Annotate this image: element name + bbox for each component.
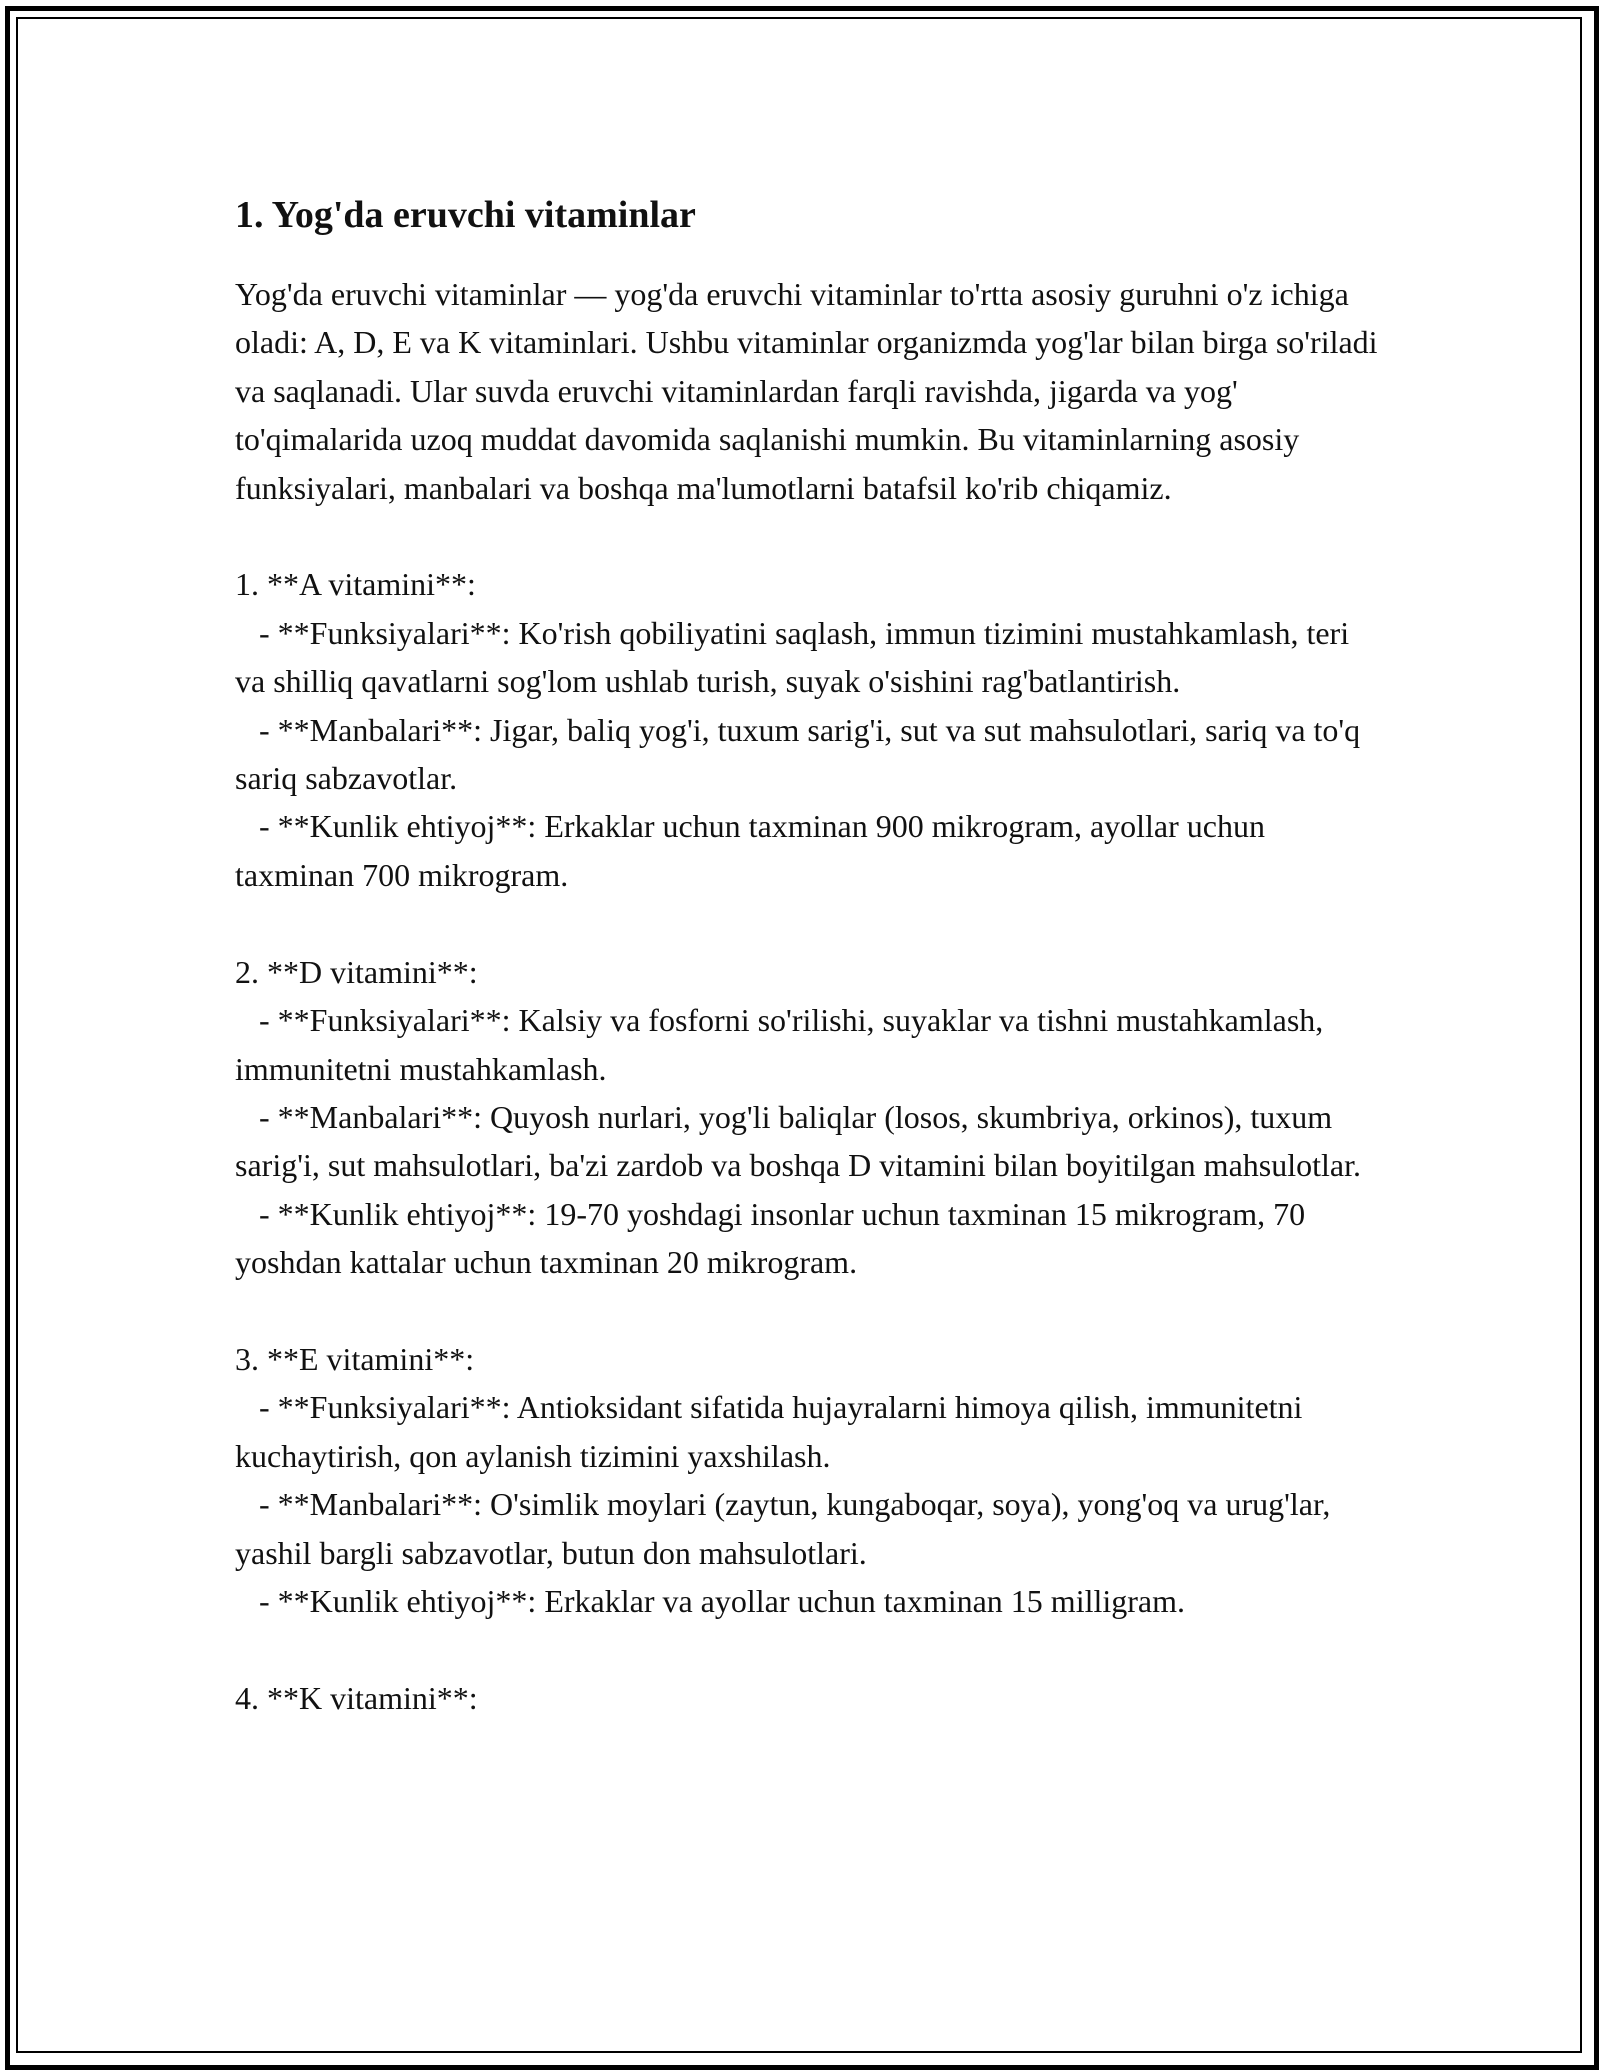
document-title: 1. Yog'da eruvchi vitaminlar	[235, 194, 696, 236]
document-page	[235, 185, 1380, 1722]
document-body: Yog'da eruvchi vitaminlar — yog'da eruvchi vitaminlar to'rtta asosiy guruhni o'z ichiga oladi: A, D, E va K vitaminlari. Ushbu vitaminlar organizmda yog'lar bilan birga so'riladi va saqlanadi. Ular suvda eruvchi vitaminlardan farqli ravishda, jigarda va yog' to'qimalarida uzoq muddat davomida saqlanishi mumkin. Bu vitaminlarning asosiy funksiyalari, manbalari va boshqa ma'lumotlarni batafsil ko'rib chiqamiz. 1. **A vitamini**: - **Funksiyalari**: Ko'rish qobiliyatini saqlash, immun tizimini mustahkamlash, teri va shilliq qavatlarni sog'lom ushlab turish, suyak o'sishini rag'batlantirish. - **Manbalari**: Jigar, baliq yog'i, tuxum sarig'i, sut va sut mahsulotlari, sariq va to'q sariq sabzavotlar. - **Kunlik ehtiyoj**: Erkaklar uchun taxminan 900 mikrogram, ayollar uchun taxminan 700 mikrogram. 2. **D vitamini**: - **Funksiyalari**: Kalsiy va fosforni so'rilishi, suyaklar va tishni mustahkamlash, immunitetni mustahkamlash. - **Manbalari**: Quyosh nurlari, yog'li baliqlar (losos, skumbriya, orkinos), tuxum sarig'i, sut mahsulotlari, ba'zi zardob va boshqa D vitamini bilan boyitilgan mahsulotlar. - **Kunlik ehtiyoj**: 19-70 yoshdagi insonlar uchun taxminan 15 mikrogram, 70 yoshdan kattalar uchun taxminan 20 mikrogram. 3. **E vitamini**: - **Funksiyalari**: Antioksidant sifatida hujayralarni himoya qilish, immunitetni kuchaytirish, qon aylanish tizimini yaxshilash. - **Manbalari**: O'simlik moylari (zaytun, kungaboqar, soya), yong'oq va urug'lar, yashil bargli sabzavotlar, butun don mahsulotlari. - **Kunlik ehtiyoj**: Erkaklar va ayollar uchun taxminan 15 milligram. 4. **K vitamini**:	[235, 276, 1378, 1716]
